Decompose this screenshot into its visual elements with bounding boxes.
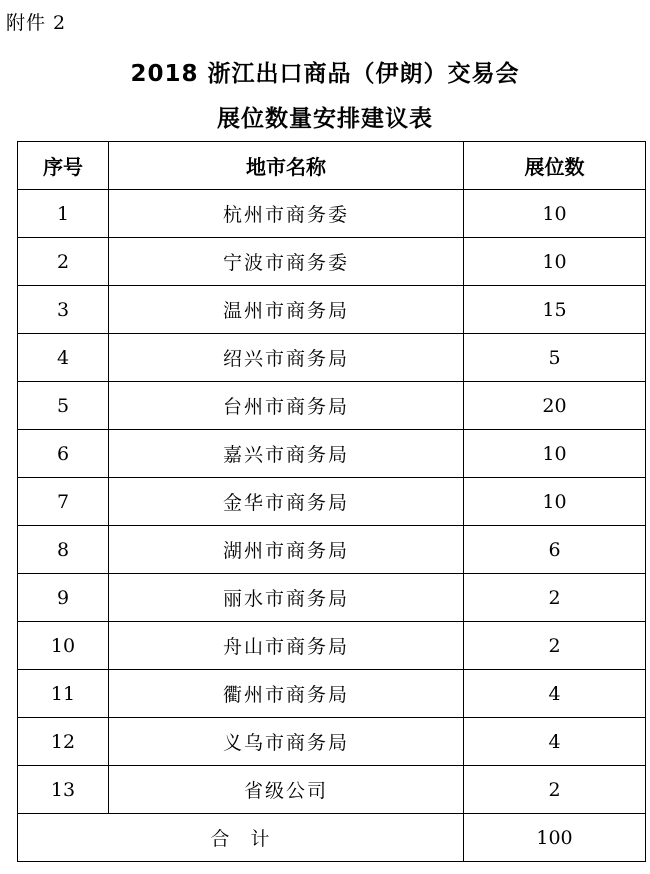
row-city-name: 台州市商务局	[109, 382, 464, 430]
row-city-name: 嘉兴市商务局	[109, 430, 464, 478]
total-label: 合 计	[18, 814, 464, 862]
table-row	[18, 238, 646, 286]
table-row	[18, 190, 646, 238]
row-index: 2	[18, 238, 109, 286]
row-booth-count: 4	[464, 670, 646, 718]
row-index: 5	[18, 382, 109, 430]
row-index: 4	[18, 334, 109, 382]
attachment-label: 附件 2	[6, 12, 67, 34]
row-city-name: 义乌市商务局	[109, 718, 464, 766]
page-subtitle: 展位数量安排建议表	[217, 106, 433, 132]
row-booth-count: 10	[464, 190, 646, 238]
row-city-name: 金华市商务局	[109, 478, 464, 526]
row-city-name: 杭州市商务委	[109, 190, 464, 238]
row-booth-count: 2	[464, 574, 646, 622]
table-header-row	[18, 142, 646, 190]
row-booth-count: 20	[464, 382, 646, 430]
row-index: 3	[18, 286, 109, 334]
booth-allocation-table	[17, 141, 646, 862]
page-title: 2018 浙江出口商品（伊朗）交易会	[130, 61, 520, 87]
row-index: 8	[18, 526, 109, 574]
row-city-name: 省级公司	[109, 766, 464, 814]
table-row	[18, 574, 646, 622]
row-index: 10	[18, 622, 109, 670]
total-row	[18, 814, 646, 862]
table-row	[18, 334, 646, 382]
row-index: 12	[18, 718, 109, 766]
table-row	[18, 382, 646, 430]
table-row	[18, 430, 646, 478]
row-index: 11	[18, 670, 109, 718]
table-row	[18, 478, 646, 526]
row-city-name: 温州市商务局	[109, 286, 464, 334]
row-booth-count: 5	[464, 334, 646, 382]
row-booth-count: 2	[464, 622, 646, 670]
row-city-name: 湖州市商务局	[109, 526, 464, 574]
row-city-name: 宁波市商务委	[109, 238, 464, 286]
row-index: 9	[18, 574, 109, 622]
row-booth-count: 6	[464, 526, 646, 574]
row-booth-count: 10	[464, 238, 646, 286]
table-row	[18, 286, 646, 334]
row-booth-count: 10	[464, 430, 646, 478]
row-index: 7	[18, 478, 109, 526]
row-booth-count: 4	[464, 718, 646, 766]
row-city-name: 衢州市商务局	[109, 670, 464, 718]
header-index: 序号	[18, 142, 109, 190]
table-row	[18, 622, 646, 670]
row-booth-count: 2	[464, 766, 646, 814]
row-booth-count: 10	[464, 478, 646, 526]
total-value: 100	[464, 814, 646, 862]
table-row	[18, 718, 646, 766]
table-row	[18, 526, 646, 574]
header-city-name: 地市名称	[109, 142, 464, 190]
table-row	[18, 766, 646, 814]
row-index: 1	[18, 190, 109, 238]
header-booth-count: 展位数	[464, 142, 646, 190]
row-booth-count: 15	[464, 286, 646, 334]
row-index: 6	[18, 430, 109, 478]
row-index: 13	[18, 766, 109, 814]
row-city-name: 绍兴市商务局	[109, 334, 464, 382]
row-city-name: 舟山市商务局	[109, 622, 464, 670]
table-row	[18, 670, 646, 718]
row-city-name: 丽水市商务局	[109, 574, 464, 622]
